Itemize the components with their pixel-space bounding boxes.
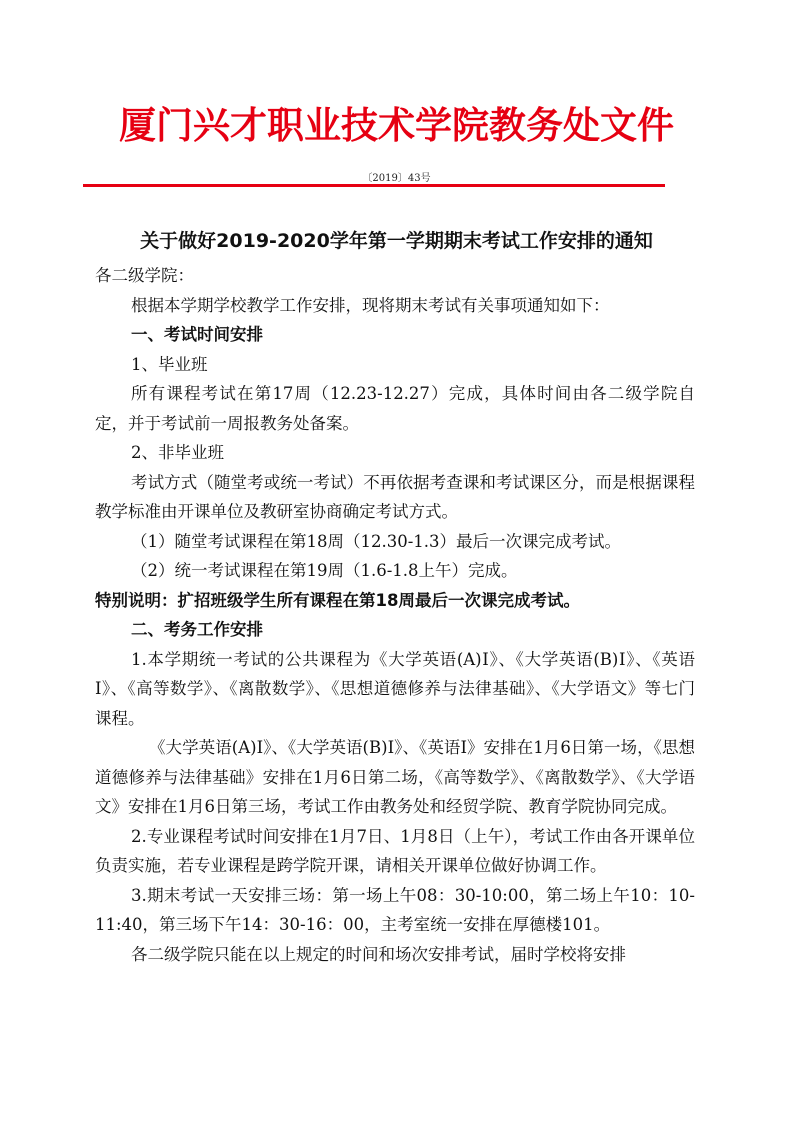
list-item: （2）统一考试课程在第19周（1.6-1.8上午）完成。 bbox=[131, 561, 518, 580]
body-paragraph: 1.本学期统一考试的公共课程为《大学英语(A)Ⅰ》、《大学英语(B)Ⅰ》、《英语Ⅰ》、《高等数学》、《离散数学》、《思想道德修养与法律基础》、《大学语文》等七门课程。 bbox=[95, 649, 695, 728]
header-divider-line bbox=[83, 184, 665, 187]
document-body bbox=[95, 261, 695, 969]
document-masthead: 厦门兴才职业技术学院教务处文件 bbox=[119, 103, 674, 147]
special-note: 特别说明：扩招班级学生所有课程在第18周最后一次课完成考试。 bbox=[95, 590, 580, 610]
subsection-heading: 2、非毕业班 bbox=[131, 443, 224, 462]
body-paragraph: 考试方式（随堂考或统一考试）不再依据考查课和考试课区分，而是根据课程教学标准由开课单位及教研室协商确定考试方式。 bbox=[95, 472, 695, 521]
body-paragraph: 各二级学院只能在以上规定的时间和场次安排考试，届时学校将安排 bbox=[131, 944, 626, 964]
body-paragraph: 所有课程考试在第17周（12.23-12.27）完成，具体时间由各二级学院自定，并于考试前一周报教务处备案。 bbox=[95, 384, 695, 433]
body-paragraph: 2.专业课程考试时间安排在1月7日、1月8日（上午），考试工作由各开课单位负责实施，若专业课程是跨学院开课，请相关开课单位做好协调工作。 bbox=[95, 826, 695, 875]
body-paragraph: 根据本学期学校教学工作安排，现将期末考试有关事项通知如下： bbox=[131, 295, 610, 315]
subsection-heading: 1、毕业班 bbox=[131, 354, 208, 374]
list-item: （1）随堂考试课程在第18周（12.30-1.3）最后一次课完成考试。 bbox=[131, 531, 622, 551]
notice-title: 关于做好2019-2020学年第一学期期末考试工作安排的通知 bbox=[140, 230, 653, 252]
section-heading: 二、考务工作安排 bbox=[131, 620, 263, 639]
document-number: 〔2019〕43号 bbox=[362, 173, 431, 184]
body-paragraph: 3.期末考试一天安排三场：第一场上午08：30-10:00，第二场上午10：10-11:40，第三场下午14：30-16：00，主考室统一安排在厚德楼101。 bbox=[95, 885, 695, 934]
body-paragraph: 《大学英语(A)Ⅰ》、《大学英语(B)Ⅰ》、《英语Ⅰ》安排在1月6日第一场，《思想道德修养与法律基础》安排在1月6日第二场，《高等数学》、《离散数学》、《大学语文》安排在1月6日第三场，考试工作由教务处和经贸学院、教育学院协同完成。 bbox=[95, 738, 695, 816]
salutation: 各二级学院： bbox=[95, 266, 194, 285]
section-heading: 一、考试时间安排 bbox=[131, 325, 263, 344]
